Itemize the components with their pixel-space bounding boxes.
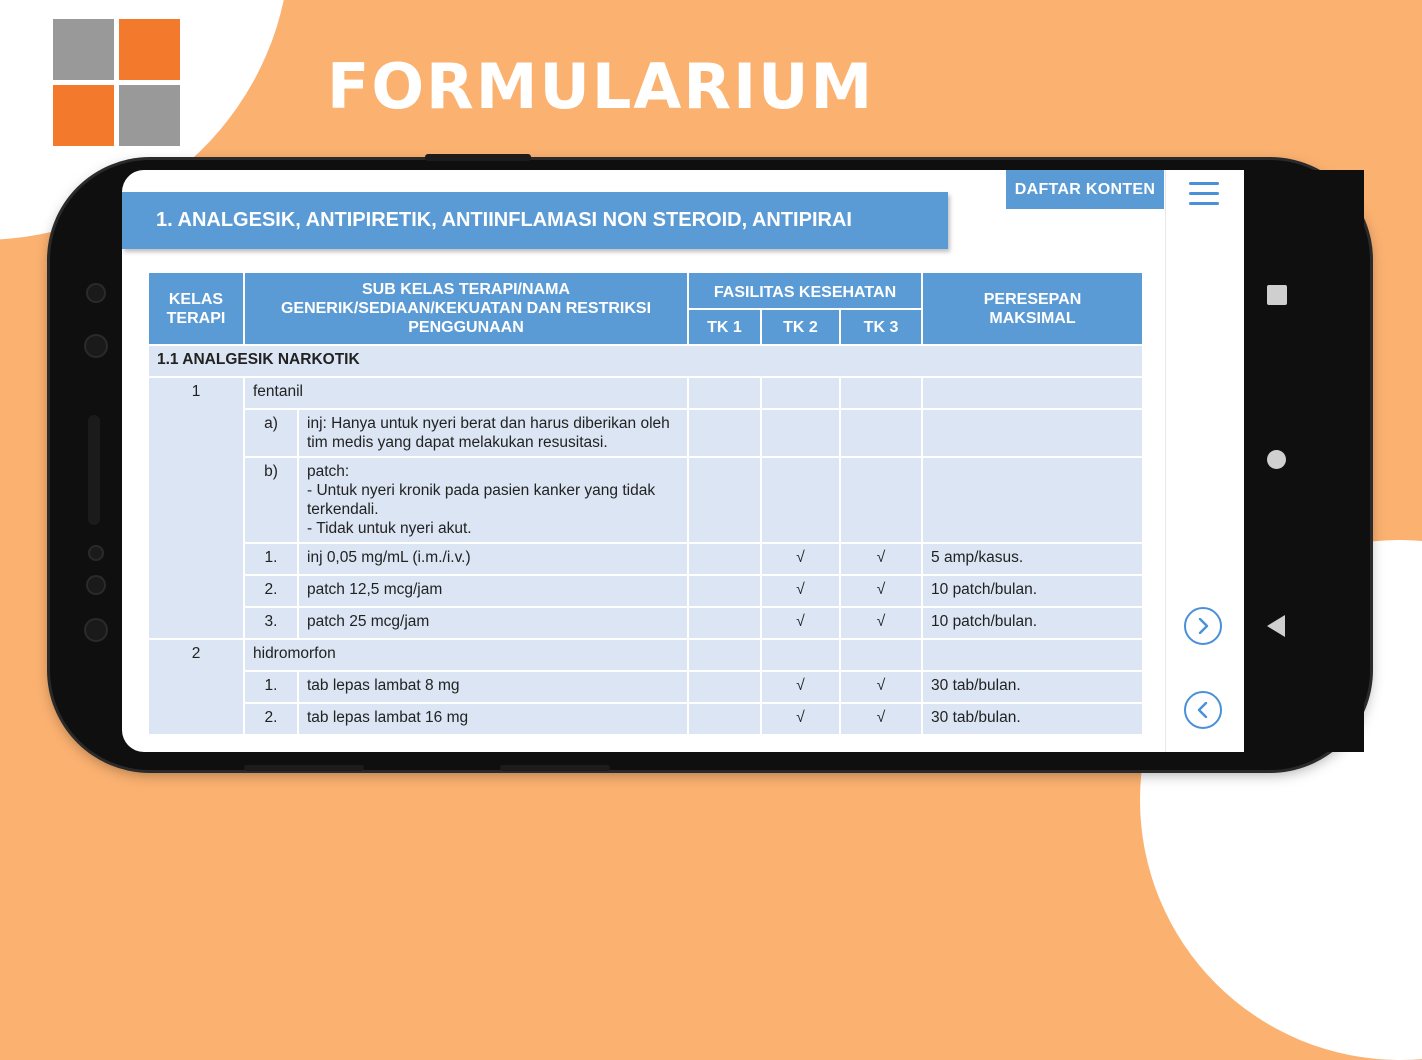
- logo-square-orange: [53, 85, 114, 146]
- item-marker: 1.: [244, 543, 298, 575]
- note-marker: b): [244, 457, 298, 543]
- item-marker: 3.: [244, 607, 298, 639]
- tk1-cell: [688, 575, 761, 607]
- app-title: FORMULARIUM: [327, 50, 875, 123]
- phone-side-button: [500, 765, 610, 771]
- item-name: tab lepas lambat 16 mg: [298, 703, 688, 735]
- chevron-left-icon: [1195, 702, 1211, 718]
- logo-square-gray: [53, 19, 114, 80]
- tk1-cell: [688, 639, 761, 671]
- app-logo: [53, 19, 183, 149]
- note-line: - Untuk nyeri kronik pada pasien kanker yang tidak terkendali.: [307, 482, 656, 518]
- note-line: patch:: [307, 463, 350, 480]
- tk1-cell: [688, 543, 761, 575]
- category-row: 1.1 ANALGESIK NARKOTIK: [148, 345, 1143, 377]
- drug-number: 2: [148, 639, 244, 735]
- tk2-cell: [761, 409, 840, 457]
- tk3-check: √: [840, 671, 922, 703]
- header-kelas-terapi: KELAS TERAPI: [148, 272, 244, 345]
- drug-name: fentanil: [244, 377, 688, 409]
- app-screen: [122, 170, 1244, 752]
- item-name: tab lepas lambat 8 mg: [298, 671, 688, 703]
- tk2-cell: [761, 457, 840, 543]
- tk2-check: √: [761, 575, 840, 607]
- menu-icon[interactable]: [1189, 182, 1219, 208]
- header-tk3: TK 3: [840, 309, 922, 345]
- formularium-table: [147, 271, 1144, 736]
- phone-side-button: [425, 154, 531, 161]
- tk2-cell: [761, 377, 840, 409]
- max-prescription: 30 tab/bulan.: [922, 703, 1143, 735]
- header-peresepan: PERESEPAN MAKSIMAL: [922, 272, 1143, 345]
- back-button[interactable]: [1267, 615, 1285, 637]
- max-prescription: 5 amp/kasus.: [922, 543, 1143, 575]
- tk3-cell: [840, 377, 922, 409]
- phone-sensor: [86, 283, 106, 303]
- item-name: inj 0,05 mg/mL (i.m./i.v.): [298, 543, 688, 575]
- max-prescription: 10 patch/bulan.: [922, 607, 1143, 639]
- tk1-cell: [688, 671, 761, 703]
- tk3-check: √: [840, 543, 922, 575]
- tk2-check: √: [761, 703, 840, 735]
- tk2-cell: [761, 639, 840, 671]
- item-marker: 1.: [244, 671, 298, 703]
- item-marker: 2.: [244, 575, 298, 607]
- recent-apps-button[interactable]: [1267, 285, 1287, 305]
- note-marker: a): [244, 409, 298, 457]
- item-name: patch 12,5 mcg/jam: [298, 575, 688, 607]
- header-fasilitas: FASILITAS KESEHATAN: [688, 272, 922, 309]
- tk3-check: √: [840, 607, 922, 639]
- tk3-cell: [840, 457, 922, 543]
- next-page-button[interactable]: [1184, 607, 1222, 645]
- phone-camera: [84, 334, 108, 358]
- tk1-cell: [688, 409, 761, 457]
- chevron-right-icon: [1195, 618, 1211, 634]
- note-line: - Tidak untuk nyeri akut.: [307, 520, 472, 537]
- tk3-cell: [840, 639, 922, 671]
- tk1-cell: [688, 457, 761, 543]
- max-prescription: 30 tab/bulan.: [922, 671, 1143, 703]
- home-button[interactable]: [1267, 450, 1286, 469]
- max-cell: [922, 377, 1143, 409]
- tk1-cell: [688, 607, 761, 639]
- tk2-check: √: [761, 543, 840, 575]
- previous-page-button[interactable]: [1184, 691, 1222, 729]
- phone-side-button: [244, 765, 364, 771]
- max-cell: [922, 409, 1143, 457]
- item-name: patch 25 mcg/jam: [298, 607, 688, 639]
- phone-sensor: [88, 545, 104, 561]
- tk1-cell: [688, 703, 761, 735]
- tk2-check: √: [761, 671, 840, 703]
- tk1-cell: [688, 377, 761, 409]
- phone-sensor: [84, 618, 108, 642]
- max-cell: [922, 639, 1143, 671]
- header-tk2: TK 2: [761, 309, 840, 345]
- header-tk1: TK 1: [688, 309, 761, 345]
- logo-square-orange: [119, 19, 180, 80]
- phone-sensor: [86, 575, 106, 595]
- restriction-note: [298, 457, 688, 543]
- android-nav-bar: [1244, 170, 1364, 752]
- side-panel: [1165, 170, 1244, 752]
- max-cell: [922, 457, 1143, 543]
- section-title: 1. ANALGESIK, ANTIPIRETIK, ANTIINFLAMASI NON STEROID, ANTIPIRAI: [122, 192, 948, 249]
- restriction-note: inj: Hanya untuk nyeri berat dan harus diberikan oleh tim medis yang dapat melakukan resusitasi.: [298, 409, 688, 457]
- header-sub-kelas: SUB KELAS TERAPI/NAMA GENERIK/SEDIAAN/KEKUATAN DAN RESTRIKSI PENGGUNAAN: [244, 272, 688, 345]
- tk3-cell: [840, 409, 922, 457]
- tk3-check: √: [840, 703, 922, 735]
- max-prescription: 10 patch/bulan.: [922, 575, 1143, 607]
- item-marker: 2.: [244, 703, 298, 735]
- tk2-check: √: [761, 607, 840, 639]
- drug-number: 1: [148, 377, 244, 639]
- phone-speaker: [88, 415, 100, 525]
- tk3-check: √: [840, 575, 922, 607]
- logo-square-gray: [119, 85, 180, 146]
- drug-name: hidromorfon: [244, 639, 688, 671]
- daftar-konten-button[interactable]: DAFTAR KONTEN: [1006, 170, 1164, 209]
